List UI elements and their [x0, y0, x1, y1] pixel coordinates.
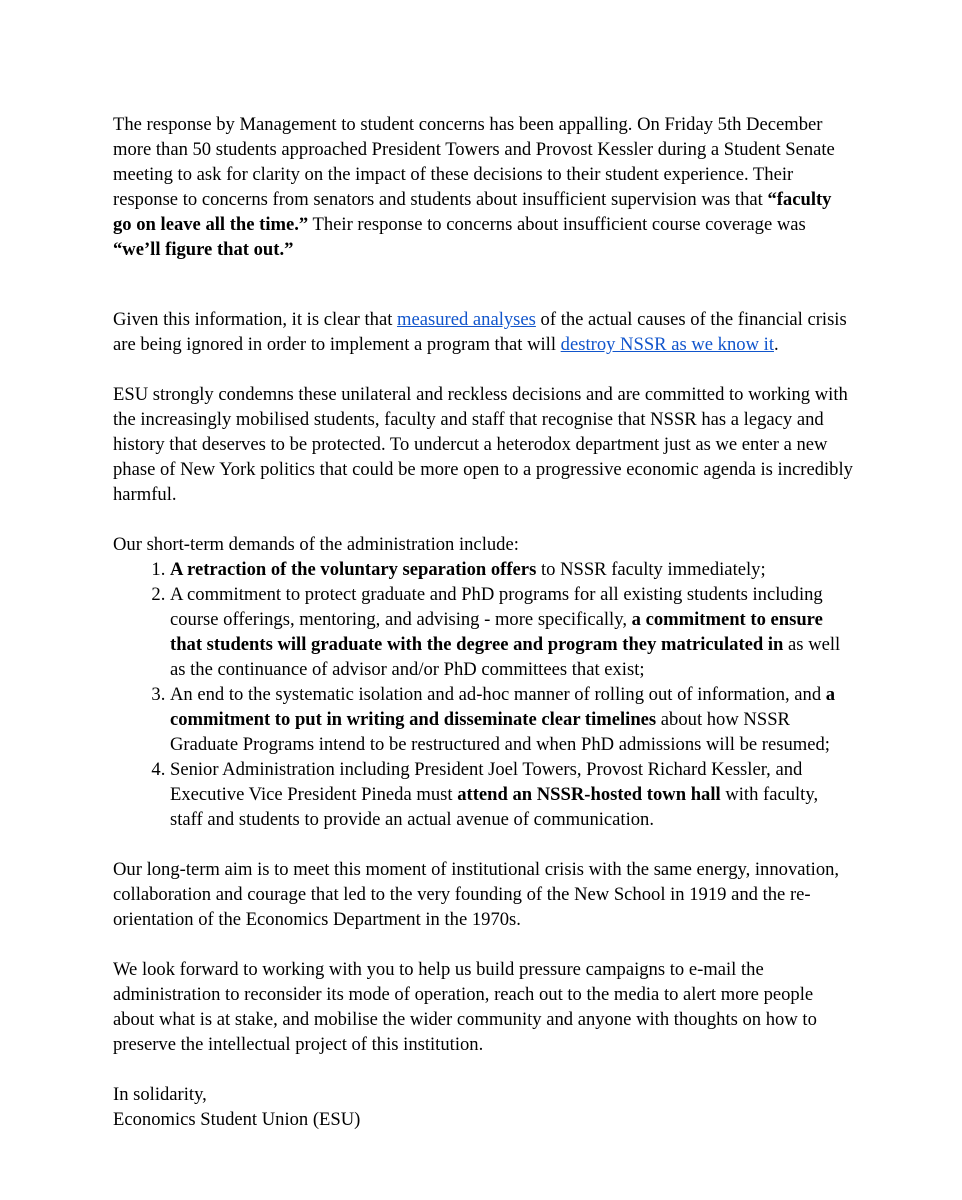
demand-item-1	[170, 557, 853, 582]
paragraph-text: We look forward to working with you to help us build pressure campaigns to e-mail the administration to reconsider its mode of operation, reach out to the media to alert more people about what is at stake, and mobilise the wider community and anyone with thoughts on how to preserve the intellectual project of this institution.	[113, 959, 817, 1055]
paragraph-text: of the actual causes of the financial crisis are being ignored in order to implement a program that will	[113, 309, 847, 355]
paragraph-text: The response by Management to student concerns has been appalling. On Friday 5th December more than 50 students approached President Towers and Provost Kessler during a Student Senate meeting to ask for clarity on the impact of these decisions to their student experience. Their response to concerns from senators and students about insufficient supervision was that	[113, 114, 835, 210]
paragraph-long-term-aim	[113, 857, 853, 932]
paragraph-text: .	[773, 334, 779, 355]
demand-text: with faculty, staff and students to provide an actual avenue of communication.	[170, 784, 819, 830]
paragraph-given-information	[113, 307, 853, 357]
bold-demand: A retraction of the voluntary separation offers	[170, 559, 537, 580]
demands-intro	[113, 532, 853, 557]
paragraph-text: Our short-term demands of the administration include:	[113, 534, 519, 555]
signature-text: Economics Student Union (ESU)	[113, 1109, 361, 1130]
demand-item-2	[170, 582, 853, 682]
bold-demand: a commitment to put in writing and disseminate clear timelines	[170, 684, 836, 730]
paragraph-look-forward	[113, 957, 853, 1057]
demand-text: as well as the continuance of advisor and/or PhD committees that exist;	[170, 634, 841, 680]
document-body	[113, 112, 853, 1132]
paragraph-management-response	[113, 112, 853, 262]
demands-list	[113, 557, 853, 832]
closing-text: In solidarity,	[113, 1084, 207, 1105]
bold-demand: a commitment to ensure that students will graduate with the degree and program they matriculated in	[170, 609, 823, 655]
measured-analyses-link[interactable]: measured analyses	[397, 309, 536, 330]
closing-line	[113, 1082, 853, 1107]
demand-text: to NSSR faculty immediately;	[536, 559, 766, 580]
paragraph-text: Our long-term aim is to meet this moment of institutional crisis with the same energy, innovation, collaboration and courage that led to the very founding of the New School in 1919 and the re-orientation of the Economics Department in the 1970s.	[113, 859, 840, 930]
bold-quote: “we’ll figure that out.”	[113, 239, 294, 260]
demand-item-3	[170, 682, 853, 757]
bold-quote: “faculty go on leave all the time.”	[113, 189, 832, 235]
paragraph-text: Their response to concerns about insufficient course coverage was	[308, 214, 806, 235]
demand-text: An end to the systematic isolation and ad-hoc manner of rolling out of information, and	[170, 684, 826, 705]
demand-item-4	[170, 757, 853, 832]
demand-text: Senior Administration including President Joel Towers, Provost Richard Kessler, and Executive Vice President Pineda must	[170, 759, 803, 805]
bold-demand: attend an NSSR-hosted town hall	[457, 784, 721, 805]
demand-text: A commitment to protect graduate and PhD programs for all existing students including course offerings, mentoring, and advising - more specifically,	[170, 584, 823, 630]
paragraph-text: Given this information, it is clear that	[113, 309, 398, 330]
destroy-nssr-link[interactable]: destroy NSSR as we know it	[560, 334, 774, 355]
paragraph-text: ESU strongly condemns these unilateral and reckless decisions and are committed to working with the increasingly mobilised students, faculty and staff that recognise that NSSR has a legacy and history that deserves to be protected. To undercut a heterodox department just as we enter a new phase of New York politics that could be more open to a progressive economic agenda is incredibly harmful.	[113, 384, 853, 505]
paragraph-esu-condemns	[113, 382, 853, 507]
demand-text: about how NSSR Graduate Programs intend to be restructured and when PhD admissions will be resumed;	[170, 709, 830, 755]
signature-line	[113, 1107, 853, 1132]
